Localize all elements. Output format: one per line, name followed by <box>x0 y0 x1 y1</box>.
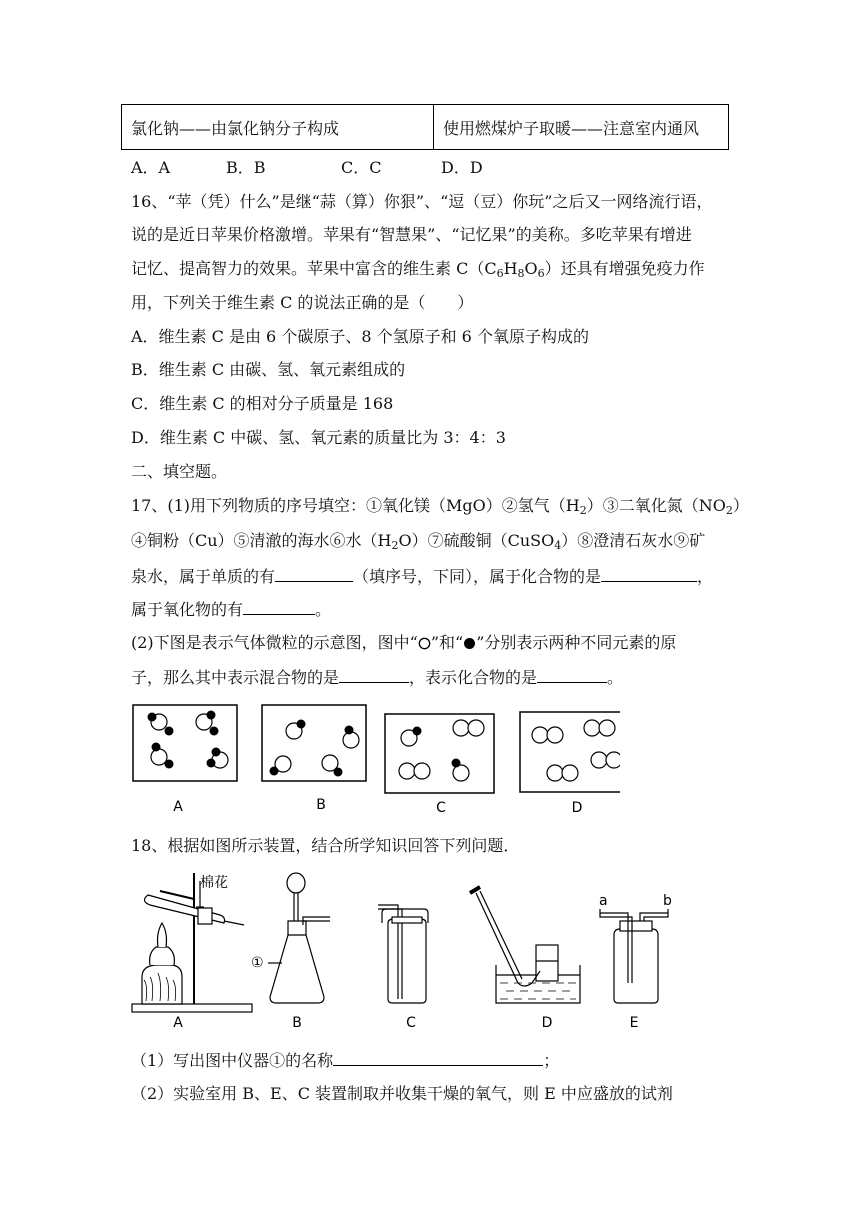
port-a-label: a <box>599 893 608 909</box>
apparatus-b <box>268 873 330 1003</box>
particle-diagram <box>120 700 620 820</box>
black-atom-icon <box>463 637 476 650</box>
q17-line4: 属于氧化物的有 。 <box>131 600 332 619</box>
apparatus-e <box>600 909 668 1003</box>
table-cell-right: 使用燃煤炉子取暖——注意室内通风 <box>434 105 729 150</box>
q15-option-b: B．B <box>226 158 266 177</box>
figure-label-a: A <box>173 1015 183 1031</box>
molecule <box>401 727 422 747</box>
molecule <box>322 755 343 777</box>
answer-table <box>121 104 729 150</box>
answer-blank[interactable] <box>339 666 409 683</box>
q16-option-c: C．维生素 C 的相对分子质量是 168 <box>131 394 394 413</box>
q17-line1: 17、(1)用下列物质的序号填空：①氧化镁（MgO）②氢气$(H_2)③$二氧化氮$(NO_2)$ <box>131 496 749 517</box>
instrument-1-label: ① <box>251 955 264 971</box>
molecule <box>452 759 470 782</box>
figure-label-e: E <box>629 1015 639 1031</box>
figure-label-a: A <box>173 799 183 815</box>
q18-sub1: （1）写出图中仪器①的名称 ； <box>131 1051 560 1070</box>
figure-label-d: D <box>541 1015 553 1031</box>
white-atom-icon <box>418 637 431 650</box>
figure-label-c: C <box>406 1015 416 1031</box>
molecule <box>196 711 219 736</box>
molecule <box>547 765 578 781</box>
q15-options <box>131 157 483 179</box>
q17-part2-line1: (2)下图是表示气体微粒的示意图，图中“ ”和“ ”分别表示两种不同元素的原 <box>131 633 677 652</box>
q17-line3: 泉水，属于单质的有 （填序号，下同），属于化合物的是 ， <box>131 567 714 586</box>
apparatus-c <box>378 905 428 1003</box>
q15-option-d: D．D <box>441 158 483 177</box>
molecule <box>399 763 430 779</box>
answer-blank[interactable] <box>333 1049 543 1066</box>
figure-label-b: B <box>316 797 326 813</box>
section-heading: 二、填空题。 <box>131 462 228 481</box>
molecule <box>148 713 174 736</box>
q16-line3: 记忆、提高智力的效果。苹果中富含的维生素 $C(C_6H_8O_6)$还具有增强免疫力作 <box>131 259 705 280</box>
molecule <box>207 748 229 769</box>
apparatus-diagram <box>120 865 700 1035</box>
molecule <box>584 720 615 736</box>
q15-option-c: C．C <box>341 158 382 177</box>
figure-label-b: B <box>292 1015 302 1031</box>
q16-line2: 说的是近日苹果价格激增。苹果有“智慧果”、“记忆果”的美称。多吃苹果有增进 <box>131 225 692 244</box>
molecule <box>532 727 563 743</box>
molecule <box>343 726 359 749</box>
answer-blank[interactable] <box>537 666 607 683</box>
q16-line4: 用，下列关于维生素 C 的说法正确的是（ ） <box>131 293 474 312</box>
port-b-label: b <box>663 893 672 909</box>
figure-label-c: C <box>436 800 446 816</box>
q15-option-a: A．A <box>131 158 171 177</box>
table-row <box>122 105 729 150</box>
molecule <box>591 752 620 768</box>
q16-option-a: A．维生素 C 是由 6 个碳原子、8 个氢原子和 6 个氧原子构成的 <box>131 327 589 346</box>
answer-blank[interactable] <box>243 598 315 615</box>
q16-option-b: B．维生素 C 由碳、氢、氧元素组成的 <box>131 360 406 379</box>
apparatus-d <box>470 887 580 1003</box>
q18-line1: 18、根据如图所示装置，结合所学知识回答下列问题． <box>131 836 520 855</box>
q16-line1: 16、“苹（凭）什么”是继“蒜（算）你狠”、“逗（豆）你玩”之后又一网络流行语， <box>131 192 713 211</box>
q18-sub2: （2）实验室用 B、E、C 装置制取并收集干燥的氧气，则 E 中应盛放的试剂 <box>131 1084 673 1103</box>
answer-blank[interactable] <box>601 565 697 582</box>
q17-line2: ④铜粉（Cu）⑤清澈的海水⑥水$(H_2O)⑦$硫酸铜（CuSO$_4$）⑧澄清石灰水⑨矿 <box>131 531 706 552</box>
q16-option-d: D．维生素 C 中碳、氢、氧元素的质量比为 3：4：3 <box>131 428 506 447</box>
molecule <box>453 720 484 736</box>
molecule <box>270 756 292 776</box>
figure-label-d: D <box>571 800 583 816</box>
table-cell-left: 氯化钠——由氯化钠分子构成 <box>122 105 434 150</box>
molecule <box>286 720 306 740</box>
apparatus-a <box>132 873 252 1012</box>
cotton-label: 棉花 <box>200 875 228 891</box>
molecule <box>151 743 174 769</box>
q17-part2-line2: 子，那么其中表示混合物的是 ，表示化合物的是 。 <box>131 668 624 687</box>
answer-blank[interactable] <box>275 565 353 582</box>
